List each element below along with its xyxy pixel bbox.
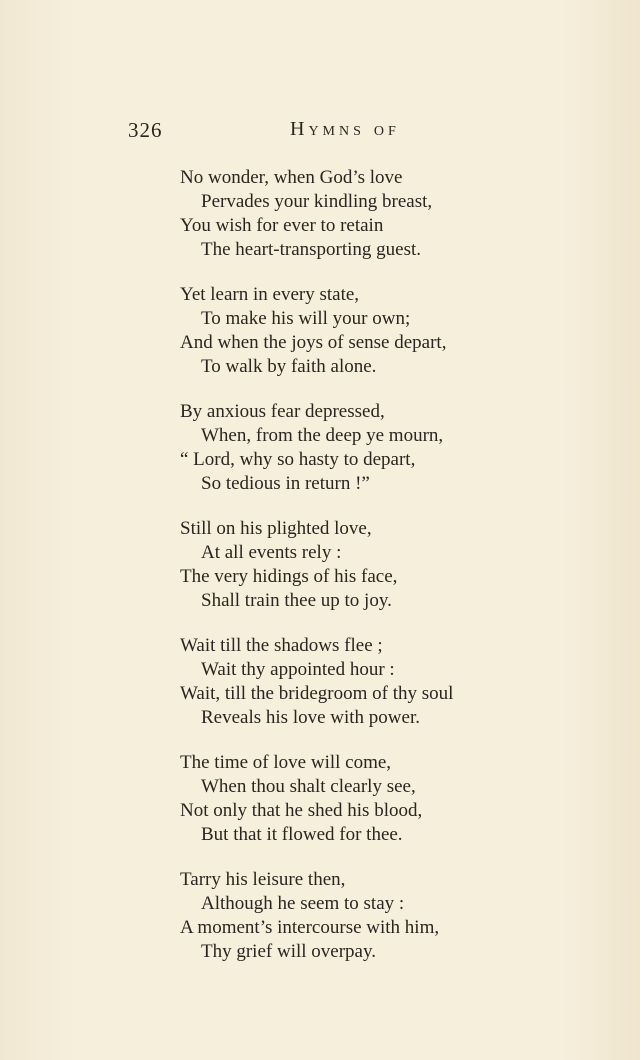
hymn-text: [180, 166, 500, 985]
verse-line: But that it flowed for thee.: [201, 824, 403, 845]
running-head: Hymns of: [290, 118, 400, 140]
verse-line: “ Lord, why so hasty to depart,: [180, 449, 416, 470]
verse-line: The time of love will come,: [180, 752, 392, 773]
stanza: [180, 868, 500, 964]
verse-line: Shall train thee up to joy.: [201, 590, 392, 611]
verse-line: Thy grief will overpay.: [201, 941, 376, 962]
verse-line: Still on his plighted love,: [180, 518, 372, 539]
verse-line: Yet learn in every state,: [180, 284, 360, 305]
verse-line: Wait, till the bridegroom of thy soul: [180, 683, 454, 704]
verse-line: At all events rely :: [201, 542, 342, 563]
verse-line: To make his will your own;: [201, 308, 411, 329]
stanza: [180, 634, 500, 730]
verse-line: No wonder, when God’s love: [180, 167, 403, 188]
stanza: [180, 517, 500, 613]
verse-line: When, from the deep ye mourn,: [201, 425, 444, 446]
page-header: [0, 118, 640, 148]
verse-line: You wish for ever to retain: [180, 215, 384, 236]
verse-line: The heart-transporting guest.: [201, 239, 422, 260]
verse-line: So tedious in return !”: [201, 473, 370, 494]
stanza: [180, 166, 500, 262]
verse-line: Pervades your kindling breast,: [201, 191, 433, 212]
stanza: [180, 751, 500, 847]
verse-line: To walk by faith alone.: [201, 356, 377, 377]
verse-line: Although he seem to stay :: [201, 893, 405, 914]
stanza: [180, 283, 500, 379]
verse-line: And when the joys of sense depart,: [180, 332, 447, 353]
stanza: [180, 400, 500, 496]
verse-line: When thou shalt clearly see,: [201, 776, 416, 797]
verse-line: Wait thy appointed hour :: [201, 659, 395, 680]
verse-line: Reveals his love with power.: [201, 707, 420, 728]
verse-line: By anxious fear depressed,: [180, 401, 385, 422]
page-number: 326: [128, 118, 163, 142]
verse-line: Not only that he shed his blood,: [180, 800, 423, 821]
verse-line: Tarry his leisure then,: [180, 869, 346, 890]
verse-line: A moment’s intercourse with him,: [180, 917, 440, 938]
verse-line: The very hidings of his face,: [180, 566, 398, 587]
verse-line: Wait till the shadows flee ;: [180, 635, 383, 656]
